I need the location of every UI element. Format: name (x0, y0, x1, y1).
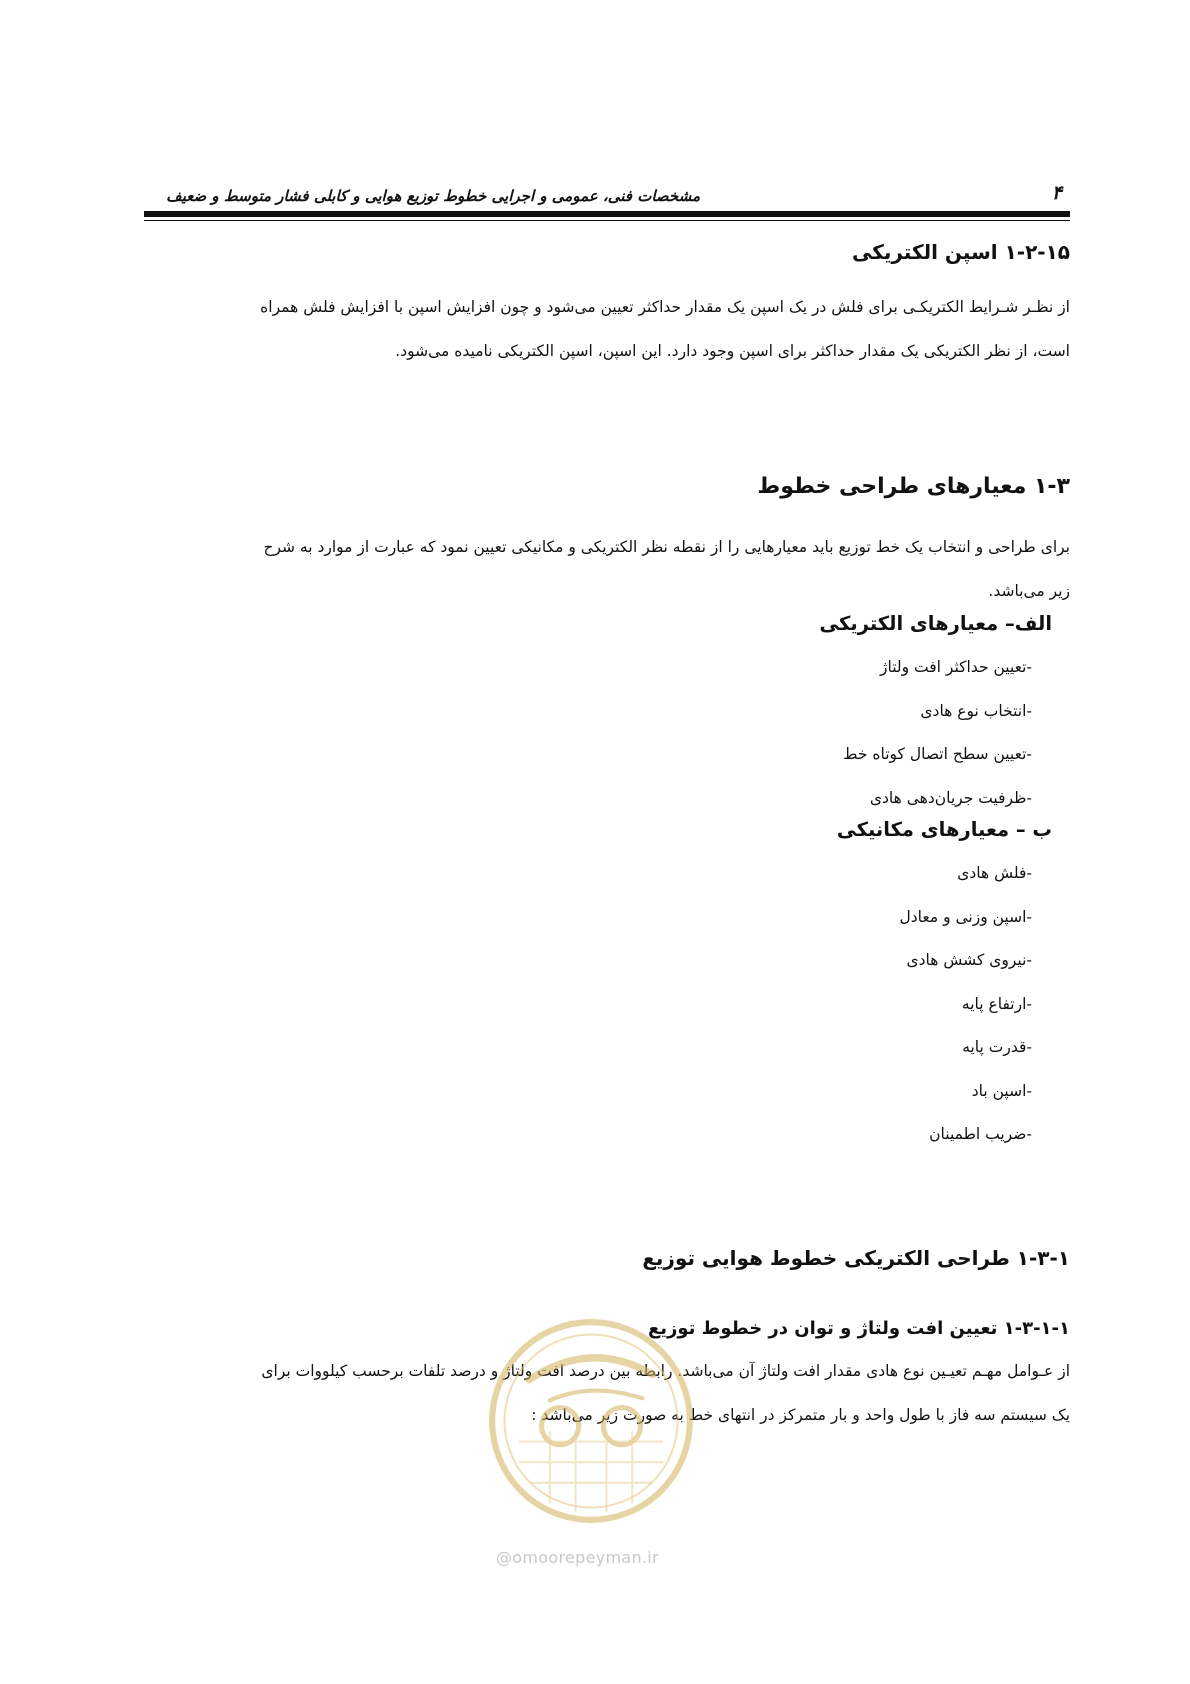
section-heading-design-criteria: ۱-۳ معیارهای طراحی خطوط (757, 474, 1070, 499)
paragraph-line: از عـوامل مهـم تعیـین نوع هادی مقدار افت ولتاژ آن می‌باشد. رابطه بین درصد افت ولتاژ و درصد تلفات برحسب کیلووات برای (261, 1362, 1070, 1380)
electrical-span-paragraph (144, 285, 1070, 373)
list-item: -ارتفاع پایه (961, 994, 1032, 1013)
electrical-criteria-title: الف– معیارهای الکتریکی (819, 612, 1052, 635)
list-item: -ظرفیت جریان‌دهی هادی (869, 788, 1032, 807)
paragraph-line: از نظـر شـرایط الکتریکـی برای فلش در یک اسپن یک مقدار حداکثر تعیین می‌شود و چون افزایش اسپن با افزایش فلش همراه (260, 298, 1070, 316)
list-item: -تعیین حداکثر افت ولتاژ (880, 658, 1032, 676)
paragraph-line: است، از نظر الکتریکی یک مقدار حداکثر برای اسپن وجود دارد. این اسپن، اسپن الکتریکی نامیده می‌شود. (395, 342, 1070, 360)
list-item: -قدرت پایه (962, 1038, 1032, 1056)
list-item: -تعیین سطح اتصال کوتاه خط (843, 745, 1032, 763)
running-header-title: مشخصات فنی، عمومی و اجرایی خطوط توزیع هوایی و کابلی فشار متوسط و ضعیف (166, 187, 700, 205)
watermark-seal-logo (488, 1318, 694, 1524)
list-item: -اسپن باد (971, 1081, 1032, 1100)
mechanical-criteria-list (900, 852, 1033, 1157)
paragraph-line: زیر می‌باشد. (988, 582, 1070, 600)
page-number: ۴ (1051, 182, 1062, 204)
paragraph-line: یک سیستم سه فاز با طول واحد و بار متمرکز در انتهای خط به صورت زیر می‌باشد : (531, 1406, 1070, 1424)
list-item: -انتخاب نوع هادی (920, 701, 1032, 720)
watermark-url: @omoorepeyman.ir (496, 1548, 659, 1567)
header-rule-thin (144, 220, 1070, 221)
list-item: -اسپن وزنی و معادل (899, 907, 1032, 926)
section-heading-electrical-design: ۱-۳-۱ طراحی الکتریکی خطوط هوایی توزیع (642, 1246, 1070, 1270)
list-item: -ضریب اطمینان (929, 1125, 1032, 1143)
electrical-criteria-list (843, 646, 1032, 820)
header-rule-thick (144, 211, 1070, 217)
list-item: -فلش هادی (957, 864, 1032, 882)
section-heading-electrical-span: ۱-۲-۱۵ اسپن الکتریکی (851, 240, 1070, 264)
design-criteria-paragraph (144, 525, 1070, 613)
list-item: -نیروی کشش هادی (906, 951, 1032, 969)
paragraph-line: برای طراحی و انتخاب یک خط توزیع باید معیارهایی را از نقطه نظر الکتریکی و مکانیکی تعیین نمود که عبارت از موارد به شرح (263, 538, 1070, 556)
mechanical-criteria-title: ب – معیارهای مکانیکی (836, 818, 1052, 841)
subsection-heading-voltage-drop: ۱-۳-۱-۱ تعیین افت ولتاژ و توان در خطوط توزیع (647, 1318, 1070, 1339)
